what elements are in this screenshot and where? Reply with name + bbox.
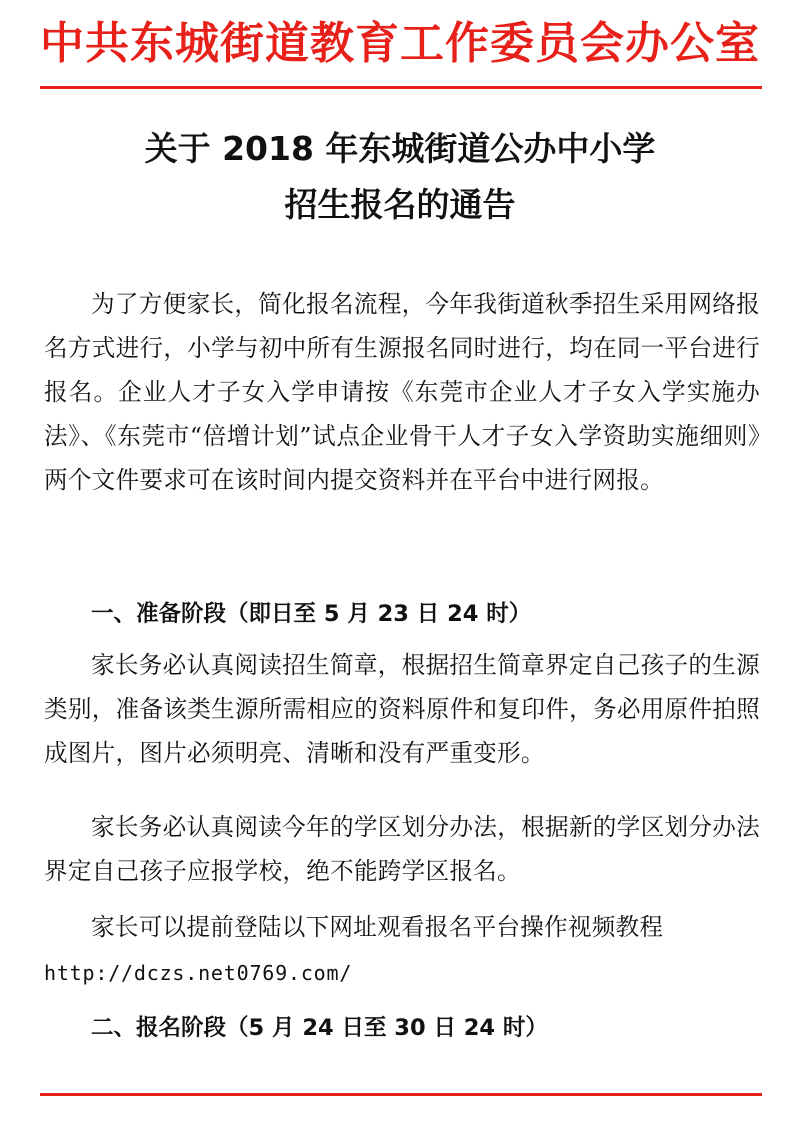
intro-paragraph (44, 282, 760, 502)
notice-title-line-1: 关于 2018 年东城街道公办中小学 (144, 129, 656, 168)
preparation-text-1: 家长务必认真阅读招生简章，根据招生简章界定自己孩子的生源类别，准备该类生源所需相应的资料原件和复印件，务必用原件拍照成图片，图片必须明亮、清晰和没有严重变形。 (44, 651, 760, 767)
section-heading-registration: 二、报名阶段（5 月 24 日至 30 日 24 时） (91, 1015, 548, 1041)
preparation-paragraph-1 (44, 643, 760, 775)
preparation-paragraph-2 (44, 805, 760, 893)
notice-title-line-2: 招生报名的通告 (284, 185, 516, 224)
issuing-office-header: 中共东城街道教育工作委员会办公室 (40, 18, 760, 69)
footer-divider-line (40, 1093, 762, 1096)
preparation-text-2: 家长务必认真阅读今年的学区划分办法，根据新的学区划分办法界定自己孩子应报学校，绝不能跨学区报名。 (44, 813, 760, 885)
section-heading-preparation: 一、准备阶段（即日至 5 月 23 日 24 时） (91, 601, 532, 627)
header-divider-line (40, 86, 762, 89)
intro-text: 为了方便家长，简化报名流程，今年我街道秋季招生采用网络报名方式进行，小学与初中所有生源报名同时进行，均在同一平台进行报名。企业人才子女入学申请按《东莞市企业人才子女入学实施办法》、《东莞市“倍增计划”试点企业骨干人才子女入学资助实施细则》两个文件要求可在该时间内提交资料并在平台中进行网报。 (44, 290, 760, 494)
tutorial-url-link[interactable]: http://dczs.net0769.com/ (44, 961, 353, 985)
preparation-paragraph-3 (44, 905, 760, 949)
preparation-text-3: 家长可以提前登陆以下网址观看报名平台操作视频教程 (91, 913, 664, 941)
